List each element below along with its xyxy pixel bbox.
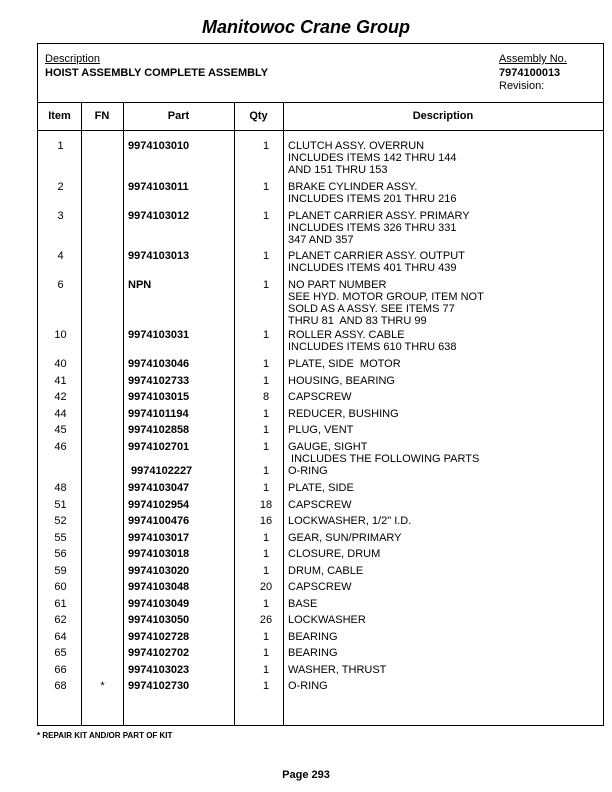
description-cell: GEAR, SUN/PRIMARY [288,532,402,544]
description-cell: BRAKE CYLINDER ASSY. INCLUDES ITEMS 201 THRU 216 [288,181,457,205]
item-cell: 42 [54,391,67,403]
page-number: Page 293 [282,769,330,781]
description-cell: PLATE, SIDE [288,482,354,494]
description-value: HOIST ASSEMBLY COMPLETE ASSEMBLY [45,67,269,79]
quantity-cell: 1 [262,631,270,643]
quantity-cell: 1 [262,647,270,659]
part-number-cell: 9974103018 [128,548,190,560]
part-number-cell: 9974102728 [128,631,190,643]
item-cell: 6 [57,279,64,291]
item-cell: 41 [54,375,67,387]
column-header-item: Item [48,110,71,122]
column-header-qty: Qty [249,110,268,122]
column-header-part: Part [167,110,190,122]
item-cell: 65 [54,647,67,659]
part-number-cell: 9974103013 [128,250,190,262]
item-cell: 3 [57,210,64,222]
item-cell: 10 [54,329,67,341]
quantity-cell: 1 [262,181,270,193]
part-number-cell: 9974103011 [128,181,189,193]
parts-table [37,43,604,726]
item-cell: 44 [54,408,67,420]
part-number-cell: 9974100476 [128,515,190,527]
quantity-cell: 20 [259,581,273,593]
part-number-cell: 9974102702 [128,647,190,659]
quantity-cell: 18 [259,499,273,511]
quantity-cell: 1 [262,279,270,291]
description-cell: BASE [288,598,318,610]
part-number-cell: 9974103046 [128,358,190,370]
item-cell: 1 [57,140,64,152]
quantity-cell: 1 [262,548,270,560]
item-cell: 45 [54,424,67,436]
item-cell: 52 [54,515,67,527]
description-cell: REDUCER, BUSHING [288,408,399,420]
description-cell: CLOSURE, DRUM [288,548,381,560]
assembly-number-value: 7974100013 [499,67,561,79]
part-number-cell: 9974103015 [128,391,190,403]
description-cell: BEARING [288,647,338,659]
description-cell: HOUSING, BEARING [288,375,395,387]
part-number-cell: 9974102227 [131,465,193,477]
part-number-cell: 9974103012 [128,210,190,222]
item-cell: 60 [54,581,67,593]
column-divider [234,102,235,725]
description-cell: PLATE, SIDE MOTOR [288,358,401,370]
description-cell: CAPSCREW [288,581,352,593]
description-cell: LOCKWASHER, 1/2" I.D. [288,515,412,527]
quantity-cell: 1 [262,465,270,477]
item-cell: 2 [57,181,64,193]
quantity-cell: 1 [262,140,270,152]
quantity-cell: 1 [262,680,270,692]
quantity-cell: 1 [262,250,270,262]
part-number-cell: 9974103020 [128,565,190,577]
assembly-number-label: Assembly No. [499,53,567,65]
part-number-cell: 9974103047 [128,482,190,494]
description-cell: DRUM, CABLE [288,565,364,577]
item-cell: 66 [54,664,67,676]
item-cell: 61 [54,598,67,610]
part-number-cell: 9974102701 [128,441,190,453]
item-cell: 64 [54,631,67,643]
page-title: Manitowoc Crane Group [201,17,410,37]
revision-label: Revision: [499,80,545,92]
description-cell: CAPSCREW [288,391,352,403]
quantity-cell: 1 [262,375,270,387]
quantity-cell: 1 [262,482,270,494]
column-header-description: Description [412,110,474,122]
description-cell: PLANET CARRIER ASSY. OUTPUT INCLUDES ITEMS 401 THRU 439 [288,250,465,274]
description-cell: CAPSCREW [288,499,352,511]
part-number-cell: NPN [128,279,152,291]
quantity-cell: 1 [262,441,270,453]
fn-cell: * [100,680,105,692]
quantity-cell: 16 [259,515,273,527]
part-number-cell: 9974101194 [128,408,189,420]
item-cell: 62 [54,614,67,626]
part-number-cell: 9974102730 [128,680,190,692]
description-cell: ROLLER ASSY. CABLE INCLUDES ITEMS 610 THRU 638 [288,329,457,353]
description-label: Description [45,53,101,65]
quantity-cell: 1 [262,565,270,577]
description-cell: WASHER, THRUST [288,664,387,676]
quantity-cell: 1 [262,598,270,610]
item-cell: 48 [54,482,67,494]
column-header-fn: FN [94,110,110,122]
quantity-cell: 26 [259,614,273,626]
quantity-cell: 1 [262,210,270,222]
description-cell: PLANET CARRIER ASSY. PRIMARY INCLUDES ITEMS 326 THRU 331 347 AND 357 [288,210,470,246]
part-number-cell: 9974103050 [128,614,190,626]
column-divider [123,102,124,725]
part-number-cell: 9974102858 [128,424,190,436]
description-cell: BEARING [288,631,338,643]
description-cell: GAUGE, SIGHT INCLUDES THE FOLLOWING PARTS [288,441,480,465]
item-cell: 40 [54,358,67,370]
quantity-cell: 1 [262,424,270,436]
quantity-cell: 1 [262,664,270,676]
description-cell: NO PART NUMBER SEE HYD. MOTOR GROUP, ITEM NOT SOLD AS A ASSY. SEE ITEMS 77 THRU 81 AND 83 THRU 99 [288,279,484,327]
quantity-cell: 8 [262,391,270,403]
description-cell: CLUTCH ASSY. OVERRUN INCLUDES ITEMS 142 THRU 144 AND 151 THRU 153 [288,140,457,176]
description-cell: LOCKWASHER [288,614,366,626]
part-number-cell: 9974103017 [128,532,190,544]
part-number-cell: 9974103048 [128,581,190,593]
item-cell: 68 [54,680,67,692]
item-cell: 55 [54,532,67,544]
description-cell: O-RING [288,465,328,477]
description-cell: PLUG, VENT [288,424,354,436]
part-number-cell: 9974102954 [128,499,190,511]
item-cell: 56 [54,548,67,560]
part-number-cell: 9974102733 [128,375,190,387]
item-cell: 59 [54,565,67,577]
quantity-cell: 1 [262,358,270,370]
footnote: * REPAIR KIT AND/OR PART OF KIT [37,731,173,740]
item-cell: 51 [54,499,67,511]
quantity-cell: 1 [262,408,270,420]
part-number-cell: 9974103031 [128,329,190,341]
description-cell: O-RING [288,680,328,692]
quantity-cell: 1 [262,532,270,544]
part-number-cell: 9974103010 [128,140,190,152]
part-number-cell: 9974103049 [128,598,190,610]
item-cell: 4 [57,250,64,262]
item-cell: 46 [54,441,67,453]
quantity-cell: 1 [262,329,270,341]
part-number-cell: 9974103023 [128,664,190,676]
